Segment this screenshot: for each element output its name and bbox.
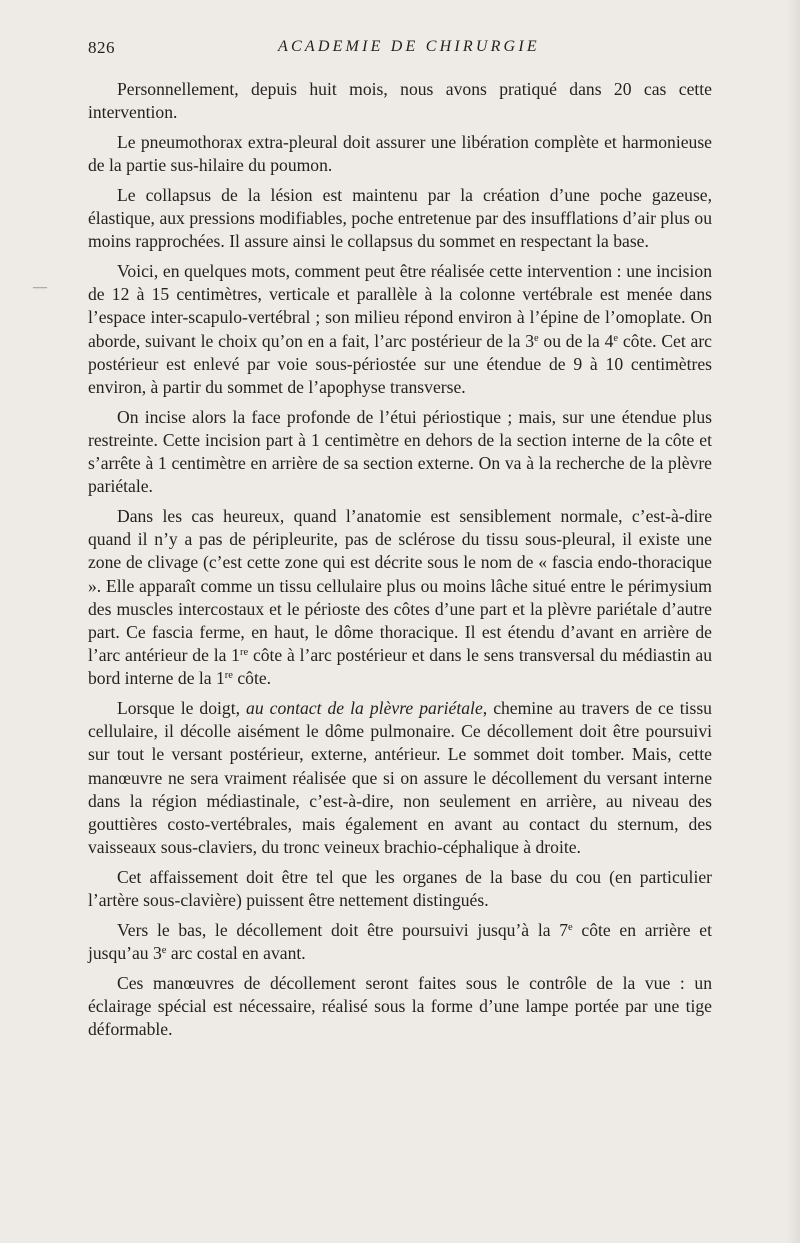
page-edge-shadow: [786, 0, 800, 1243]
paragraph-1: Personnellement, depuis huit mois, nous avons pratiqué dans 20 cas cette intervention.: [88, 79, 712, 123]
superscript: re: [239, 647, 249, 659]
paragraph-4: [88, 260, 712, 399]
paragraph-6-start: Dans les cas heureux, quand l’anatomie est sensiblement normale, c’est-à-dire quand il n’y a pas de péripleurite, pas de sclérose du tissu sous-pleural, il existe une zone de clivage (c’est cette zone qui est décrite sous le nom de « fascia endo-thoracique ». Elle apparaît comme un tissu cellulaire plus ou moins lâche situé entre le périmysium des muscles intercostaux et le périoste des côtes d’une part et la plèvre pariétale d’autre part. Ce fascia ferme, en haut, le dôme thoracique. Il est étendu d’avant en arrière de l’arc antérieur de la 1: [88, 505, 712, 666]
paragraph-9: [88, 919, 712, 965]
paragraph-7-start: Lorsque le doigt,: [117, 698, 247, 719]
paragraph-4-end: côte. Cet arc postérieur est enlevé par voie sous-périostée sur une étendue de 9 à 10 centimètres environ, à partir du sommet de l’apophyse transverse.: [88, 330, 712, 397]
page-number: 826: [88, 38, 115, 57]
paragraph-9-end: arc costal en avant.: [166, 943, 306, 964]
paragraph-6: [88, 505, 712, 691]
paragraph-9-start: Vers le bas, le décollement doit être poursuivi jusqu’à la 7: [117, 919, 569, 940]
paragraph-9-mid: côte en arrière et jusqu’au 3: [88, 919, 712, 964]
paragraph-2: Le pneumothorax extra-pleural doit assurer une libération complète et harmonieuse de la partie sus-hilaire du poumon.: [88, 131, 712, 176]
running-head: ACADEMIE DE CHIRURGIE: [278, 38, 540, 55]
body-text: [88, 78, 712, 1048]
paragraph-6-end: côte.: [232, 668, 272, 689]
superscript: e: [534, 332, 539, 344]
superscript: e: [613, 332, 619, 344]
paragraph-10: Ces manœuvres de décollement seront faites sous le contrôle de la vue : un éclairage spécial est nécessaire, réalisé sous la forme d’une lampe portée par une tige déformable.: [88, 972, 712, 1040]
superscript: e: [161, 945, 167, 957]
margin-mark: —: [33, 280, 47, 295]
paragraph-6-mid: côte à l’arc postérieur et dans le sens transversal du médiastin au bord interne de la 1: [88, 645, 712, 689]
paragraph-3: Le collapsus de la lésion est maintenu par la création d’une poche gazeuse, élastique, aux pressions modifiables, poche entretenue par des insufflations d’air plus ou moins rapprochées. Il assure ainsi le collapsus du sommet en respectant la base.: [88, 184, 712, 252]
superscript: e: [568, 921, 573, 933]
paragraph-7-end: , chemine au travers de ce tissu cellulaire, il décolle aisément le dôme pulmonaire. Ce décollement doit être poursuivi sur tout le versant postérieur, externe, antérieur. Le sommet doit tomber. Mais, cette manœuvre ne sera vraiment réalisée que si on assure le décollement du versant interne dans la région médiastinale, c’est-à-dire, non seulement en arrière, au niveau des gouttières costo-vertébrales, mais également en avant au contact du sternum, des vaisseaux sous-claviers, du tronc veineux brachio-céphalique à droite.: [88, 698, 712, 858]
paragraph-4-mid: ou de la 4: [538, 330, 614, 351]
paragraph-4-start: Voici, en quelques mots, comment peut être réalisée cette intervention : une incision de 12 à 15 centimètres, verticale et parallèle à la colonne vertébrale est menée dans l’espace inter-scapulo-vertébral ; son milieu répond environ à l’épine de l’omoplate. On aborde, suivant le choix qu’on en a fait, l’arc postérieur de la 3: [88, 260, 712, 351]
paragraph-7-italic: au contact de la plèvre pariétale: [246, 698, 483, 719]
paragraph-7: [88, 697, 712, 859]
paragraph-8: Cet affaissement doit être tel que les organes de la base du cou (en particulier l’artère sous-clavière) puissent être nettement distingués.: [88, 867, 712, 911]
superscript: re: [224, 670, 233, 682]
page-header: [88, 38, 718, 62]
paragraph-5: On incise alors la face profonde de l’étui périostique ; mais, sur une étendue plus restreinte. Cette incision part à 1 centimètre en dehors de la section interne de la côte et s’arrête à 1 centimètre en arrière de sa section externe. On va à la recherche de la plèvre pariétale.: [88, 406, 712, 497]
